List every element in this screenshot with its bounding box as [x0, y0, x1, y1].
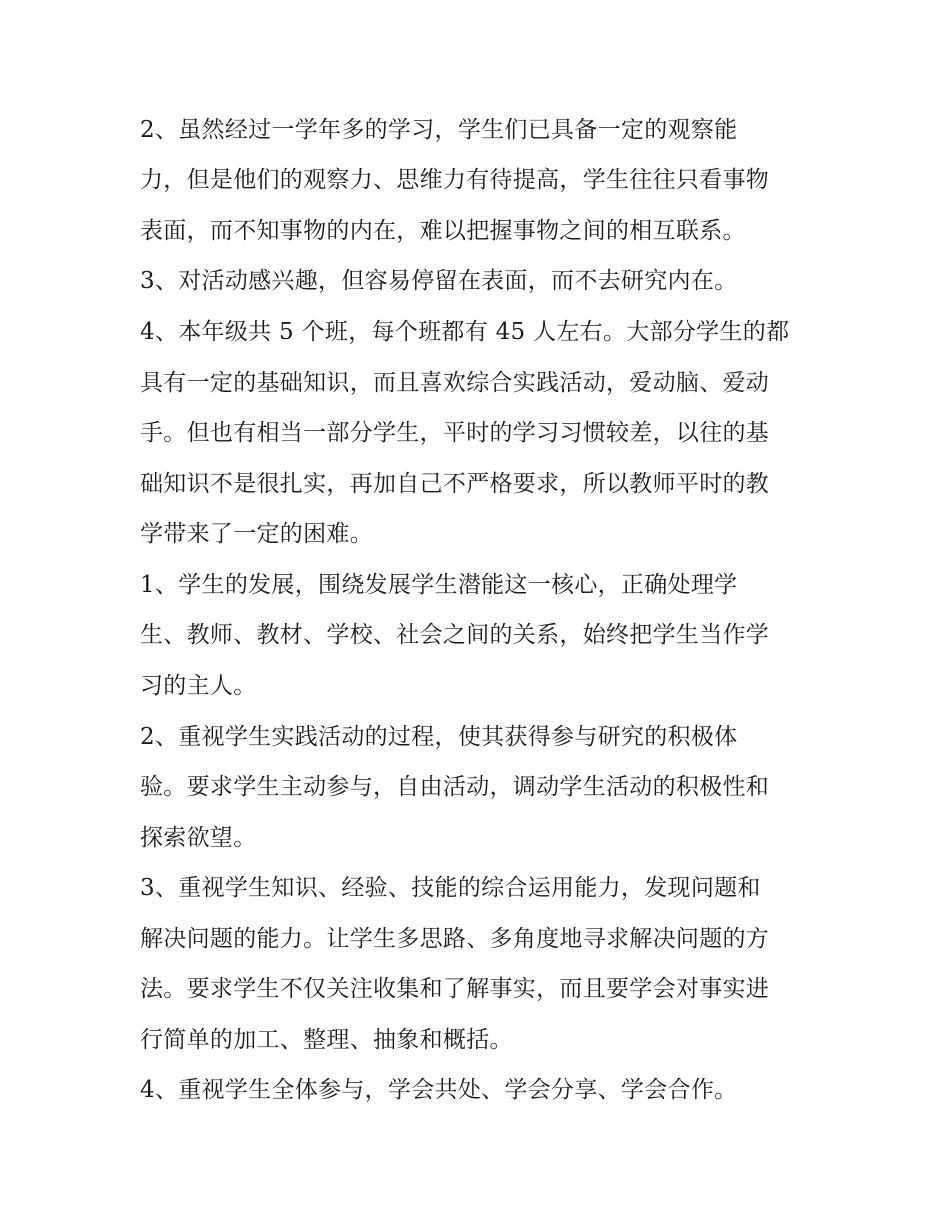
- text-line: 表面，而不知事物的内在，难以把握事物之间的相互联系。: [140, 218, 746, 244]
- text-line: 4、本年级共 5 个班，每个班都有 45 人左右。大部分学生的都: [140, 319, 790, 345]
- text-line: 验。要求学生主动参与，自由活动，调动学生活动的积极性和: [140, 774, 770, 800]
- text-line: 2、重视学生实践活动的过程，使其获得参与研究的积极体: [140, 724, 738, 750]
- text-line: 学带来了一定的困难。: [140, 521, 373, 547]
- text-line: 3、对活动感兴趣，但容易停留在表面，而不去研究内在。: [140, 268, 738, 294]
- text-line: 生、教师、教材、学校、社会之间的关系，始终把学生当作学: [140, 622, 770, 648]
- text-line: 手。但也有相当一部分学生，平时的学习习惯较差，以往的基: [140, 420, 770, 446]
- text-line: 4、重视学生全体参与，学会共处、学会分享、学会合作。: [140, 1077, 738, 1103]
- text-line: 础知识不是很扎实，再加自己不严格要求，所以教师平时的教: [140, 471, 770, 497]
- text-line: 探索欲望。: [140, 825, 257, 851]
- text-line: 具有一定的基础知识，而且喜欢综合实践活动，爱动脑、爱动: [140, 370, 770, 396]
- text-line: 1、学生的发展，围绕发展学生潜能这一核心，正确处理学: [140, 572, 738, 598]
- text-line: 法。要求学生不仅关注收集和了解事实，而且要学会对事实进: [140, 976, 770, 1002]
- text-line: 解决问题的能力。让学生多思路、多角度地寻求解决问题的方: [140, 926, 770, 952]
- text-line: 行简单的加工、整理、抽象和概括。: [140, 1027, 513, 1053]
- text-line: 力，但是他们的观察力、思维力有待提高，学生往往只看事物: [140, 167, 770, 193]
- text-line: 2、虽然经过一学年多的学习，学生们已具备一定的观察能: [140, 117, 738, 143]
- text-line: 3、重视学生知识、经验、技能的综合运用能力，发现问题和: [140, 875, 761, 901]
- text-line: 习的主人。: [140, 673, 257, 699]
